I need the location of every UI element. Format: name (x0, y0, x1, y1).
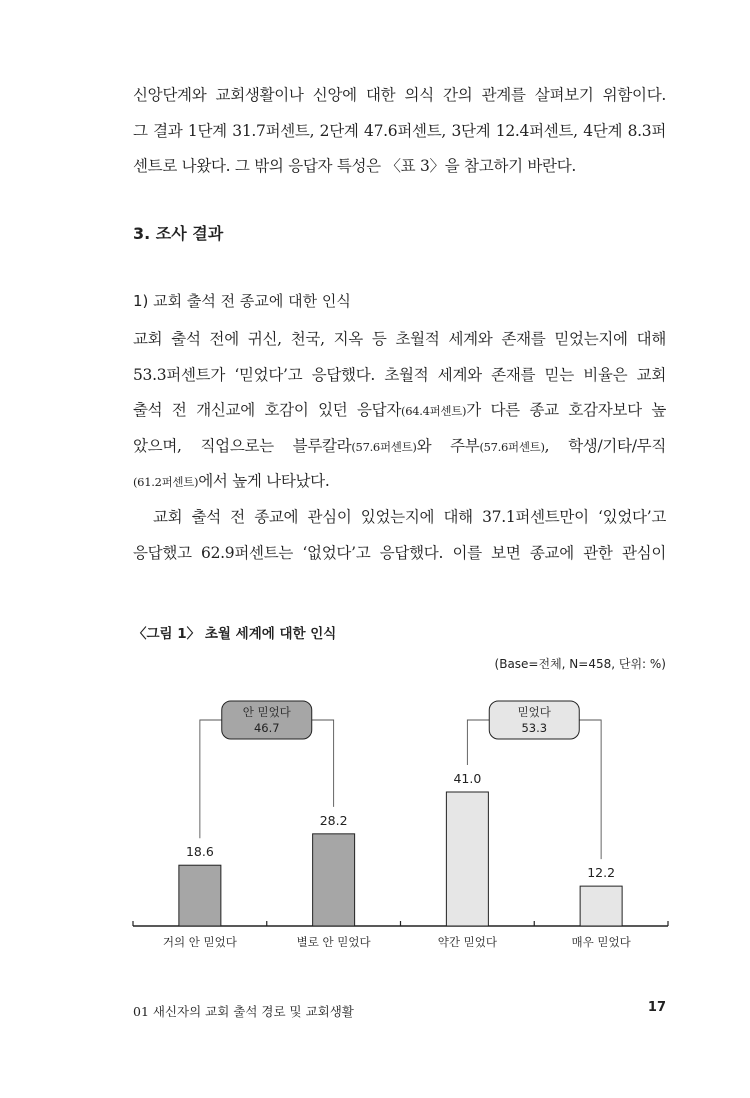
category-label: 약간 믿었다 (437, 935, 497, 949)
text-span: 에서 높게 나타났다. (198, 472, 330, 490)
text-span: 았으며, 직업으로는 블루칼라 (133, 436, 352, 455)
group-value: 46.7 (253, 721, 280, 735)
text-span: 와 주부 (416, 436, 480, 455)
subsection-title: 1) 교회 출석 전 종교에 대한 인식 (133, 292, 351, 310)
category-label: 거의 안 믿었다 (162, 935, 237, 949)
text-span: 출석 전 개신교에 호감이 있던 응답자 (133, 401, 402, 419)
category-label: 별로 안 믿었다 (296, 935, 371, 949)
bar-value-label: 41.0 (453, 771, 482, 786)
group-bracket-line (467, 720, 489, 765)
section-title: 3. 조사 결과 (133, 224, 224, 243)
text-line: 교회 출석 전 종교에 관심이 있었는지에 대해 37.1퍼센트만이 ‘있었다’고 (153, 508, 666, 526)
bar (313, 834, 355, 926)
text-line: 그 결과 1단계 31.7퍼센트, 2단계 47.6퍼센트, 3단계 12.4퍼센트, 4단계 8.3퍼 (133, 121, 666, 140)
group-label: 믿었다 (517, 705, 551, 719)
group-value: 53.3 (521, 721, 548, 735)
category-label: 매우 믿었다 (571, 935, 631, 949)
group-label: 안 믿었다 (242, 705, 291, 719)
bar-value-label: 12.2 (587, 865, 616, 881)
percent-note: (61.2퍼센트) (133, 475, 199, 489)
bar (179, 865, 221, 926)
text-line: 교회 출석 전에 귀신, 천국, 지옥 등 초월적 세계와 존재를 믿었는지에 대해 (133, 330, 666, 348)
bar-value-label: 18.6 (185, 844, 214, 860)
bar (446, 792, 488, 926)
figure-title: 〈그림 1〉 초월 세계에 대한 인식 (133, 626, 337, 642)
percent-note: (57.6퍼센트) (479, 439, 545, 454)
text-line: 53.3퍼센트가 ‘믿었다’고 응답했다. 초월적 세계와 존재를 믿는 비율은 교회 (133, 365, 666, 384)
footer-chapter: 01 새신자의 교회 출석 경로 및 교회생활 (133, 1004, 354, 1019)
page-number: 17 (647, 1000, 666, 1015)
group-bracket-line (312, 720, 334, 807)
group-bracket-line (579, 720, 601, 859)
text-line: 센트로 나왔다. 그 밖의 응답자 특성은 〈표 3〉을 참고하기 바란다. (133, 157, 577, 175)
text-line: 신앙단계와 교회생활이나 신앙에 대한 의식 간의 관계를 살펴보기 위함이다. (133, 86, 666, 104)
figure-base-note: (Base=전체, N=458, 단위: %) (494, 657, 666, 671)
text-span: 가 다른 종교 호감자보다 높 (466, 401, 666, 419)
text-span: , 학생/기타/무직 (544, 436, 666, 455)
group-bracket-line (200, 720, 222, 838)
bar-value-label: 28.2 (319, 812, 348, 828)
percent-note: (64.4퍼센트) (401, 404, 467, 418)
bar (580, 886, 622, 926)
percent-note: (57.6퍼센트) (351, 439, 417, 454)
text-line: 응답했고 62.9퍼센트는 ‘없었다’고 응답했다. 이를 보면 종교에 관한 관심이 (133, 543, 666, 562)
